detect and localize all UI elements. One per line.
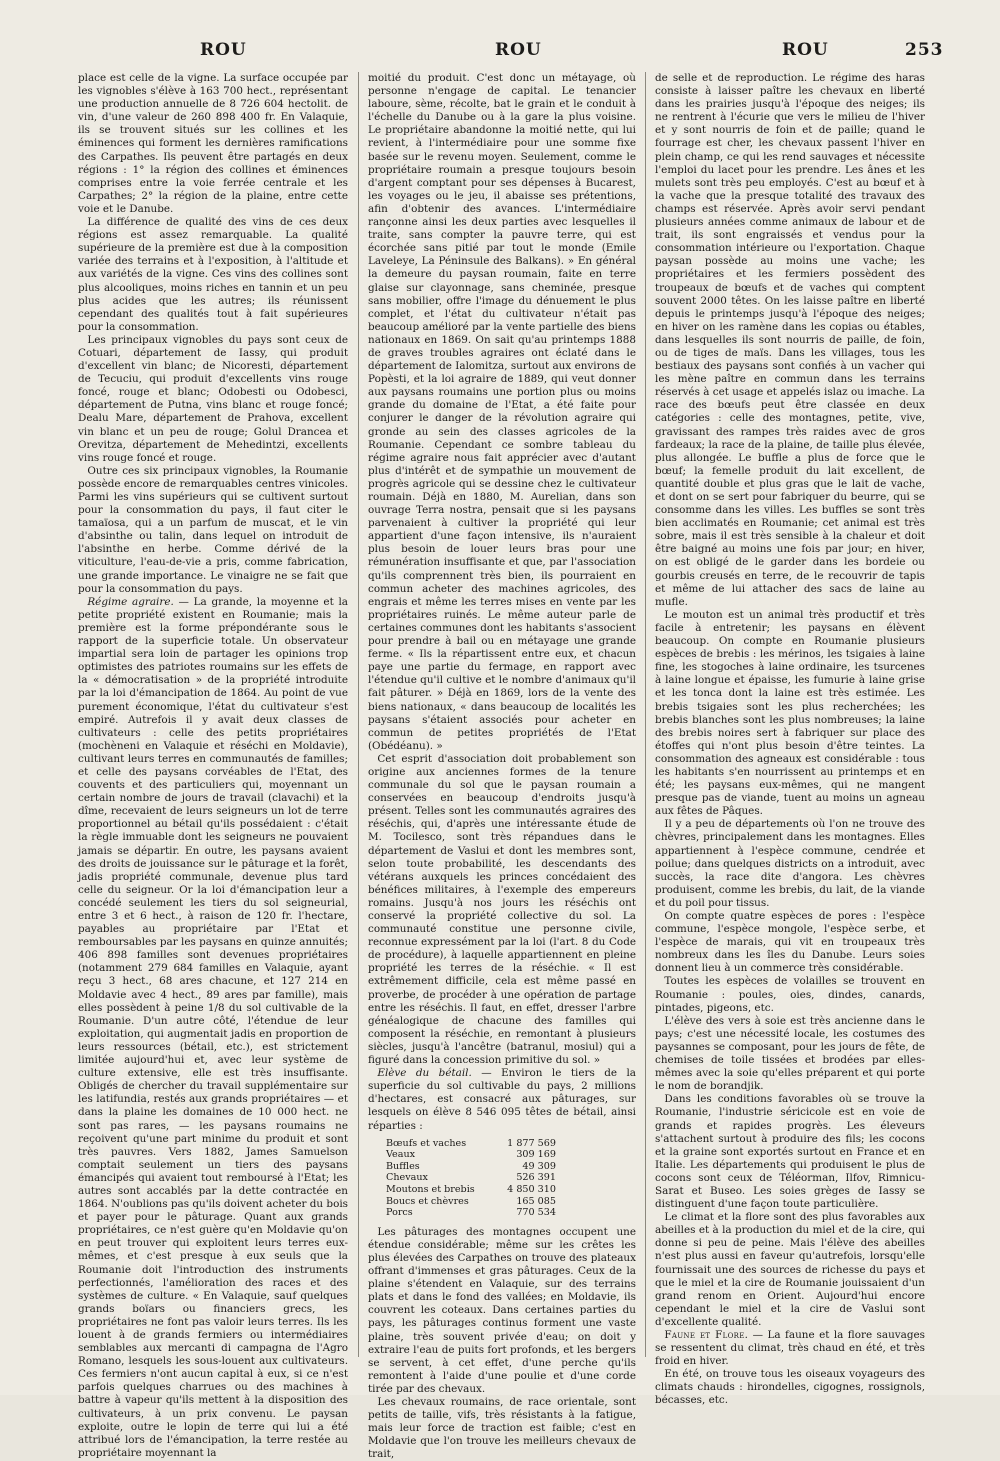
table-row [386,1172,556,1184]
paragraph: En été, on trouve tous les oiseaux voyageurs des climats chauds : hirondelles, cigognes, rossignols, bécasses, etc. [655,1368,925,1407]
paragraph-text: — La faune et la flore sauvages se ressentent du climat, très chaud en été, et très froid en hiver. [655,1329,925,1368]
paragraph-text: — La grande, la moyenne et la petite propriété existent en Roumanie; mais la première est la forme prépondérante sous le rapport de la superficie totale. Un observateur impartial sera loin de partager les opinions trop optimistes des patriotes roumains sur les effets de la « démocratisation » de la propriété introduite par la loi d'émancipation de 1864. Au point de vue purement économique, l'état du cultivateur s'est empiré. Autrefois il y avait deux classes de cultivateurs : celle des petits propriétaires (mochèneni en Valaquie et réséchi en Moldavie), cultivant leurs terres en communautés de familles; et celle des paysans corvéables de l'Etat, des couvents et des particuliers qui, moyennant un certain nombre de jours de travail (clavachi) et la dîme, recevaient de leurs seigneurs un lot de terre proportionnel au bétail qu'ils possédaient : c'était la règle immuable dont les seigneurs ne pouvaient jamais se départir. En outre, les paysans avaient des droits de jouissance sur le pâturage et la forêt, jadis propriété communale, devenue plus tard celle du seigneur. Or la loi d'émancipation leur a concédé seulement les tiers du sol seigneurial, entre 3 et 6 hect., à raison de 120 fr. l'hectare, payables au propriétaire par l'Etat et remboursables par les paysans en quinze annuités; 406 898 familles sont devenues propriétaires (notamment 279 684 familles en Valaquie, ayant reçu 3 hect., 68 ares chacune, et 127 214 en Moldavie avec 4 hect., 89 ares par famille), mais elles possèdent à peine 1/8 du sol cultivable de la Roumanie. D'un autre côté, l'étendue de leur exploitation, qui augmentait jadis en proportion de leurs ressources (bétail, etc.), est strictement limitée aujourd'hui et, avec leur système de culture extensive, elle est très insuffisante. Obligés de chercher du travail supplémentaire sur les latifundia, restés aux grands propriétaires — et dans la plaine les domaines de 10 000 hect. ne sont pas rares, — les paysans roumains ne reçoivent qu'une part minime du produit et sont très pauvres. Vers 1882, James Samuelson comptait seulement un tiers des paysans émancipés qui avaient tout remboursé à l'Etat; les autres sont accablés par la dette contractée en 1864. N'oublions pas qu'ils doivent acheter du bois et payer pour le pâturage. Quant aux grands propriétaires, ce n'est guère qu'en Moldavie qu'on en peut trouver qui exploitent leurs terres eux-mêmes, et c'est presque à eux seuls que la Roumanie doit l'introduction des instruments perfectionnés, l'amélioration des races et des systèmes de culture. « En Valaquie, sauf quelques grands boïars ou financiers grecs, les propriétaires ne font pas valoir leurs terres. Ils les louent à de grands fermiers ou intermédiaires semblables aux mercanti di campagna de l'Agro Romano, lesquels les sous-louent aux cultivateurs. Ces fermiers n'ont aucun capital à eux, si ce n'est parfois quelques charrues ou des machines à battre à vapeur qu'ils mettent à la disposition des cultivateurs, à un prix convenu. Le paysan exploite, outre le lopin de terre qui lui a été attribué lors de l'émancipation, la terre restée au propriétaire moyennant la [78,595,348,1459]
table-row [386,1149,556,1161]
paragraph: Il y a peu de départements où l'on ne trouve des chèvres, principalement dans les montagnes. Elles appartiennent à l'espèce commune, cendrée et poilue; dans quelques districts on a introduit, avec succès, la race dite d'angora. Les chèvres produisent, comme les brebis, du lait, de la viande et du poil pour tissus. [655,818,925,909]
table-cell-value: 526 391 [516,1172,556,1184]
table-cell-value: 165 085 [516,1195,556,1207]
paragraph: Les principaux vignobles du pays sont ceux de Cotuari, département de Iassy, qui produit d'excellent vin blanc; de Nicoresti, département de Tecuciu, qui produit d'excellents vins rouge foncé, rouge et blanc; Odobesti ou Odobesci, département de Putna, vins blanc et rouge foncé; Dealu Mare, département de Prahova, excellent vin blanc et un peu de rouge; Golul Drancea et Orevitza, département de Mehedintzi, excellents vins rouge foncé et rouge. [78,333,348,464]
running-head-right: ROU [782,40,829,60]
table-cell-label: Buffles [386,1160,420,1172]
table-cell-label: Bœufs et vaches [386,1137,467,1149]
text-column-1 [78,72,348,1459]
paragraph: On compte quatre espèces de pores : l'espèce commune, l'espèce mongole, l'espèce serbe, et l'espèce de marais, qui vit en troupeaux très nombreux dans les îles du Danube. Leurs soies donnent lieu à un commerce très considérable. [655,910,925,975]
paragraph: Cet esprit d'association doit probablement son origine aux anciennes formes de la tenure communale du sol que le paysan roumain a conservées en beaucoup d'endroits jusqu'à présent. Telles sont les communautés agraires des réséchis, qui, d'après une intéressante étude de M. Tocilesco, sont très répandues dans le département de Vaslui et dont les membres sont, selon toute probabilité, les descendants des vétérans auxquels les princes concédaient des bénéfices militaires, à l'exemple des empereurs romains. Jusqu'à nos jours les réséchis ont conservé la propriété collective du sol. La communauté constitue une personne civile, reconnue expressément par la loi (l'art. 8 du Code de procédure), à laquelle appartiennent en pleine propriété les terres de la réséchie. « Il est extrêmement difficile, cela est même passé en proverbe, de procéder à une opération de partage entre les réséchis. Il faut, en effet, dresser l'arbre généalogique de chacune des familles qui composent la réséchie, en remontant à plusieurs siècles, jusqu'à l'ancêtre (batranul, mosiul) qui a figuré dans la concession primitive du sol. » [368,752,636,1067]
paragraph: moitié du produit. C'est donc un métayage, où personne n'engage de capital. Le tenancier laboure, sème, récolte, bat le grain et le conduit à l'échelle du Danube ou à la gare la plus voisine. Le propriétaire abandonne la moitié nette, qui lui revient, à l'intermédiaire pour une somme fixe basée sur le revenu moyen. Seulement, comme le propriétaire roumain a presque toujours besoin d'argent comptant pour ses dépenses à Bucarest, les voyages ou le jeu, il abaisse ses prétentions, afin d'obtenir des avances. L'intermédiaire rançonne ainsi les deux parties avec lesquelles il traite, sans compter la pauvre terre, qui est écorchée sans pitié par tout le monde (Emile Laveleye, La Péninsule des Balkans). » En général la demeure du paysan roumain, faite en terre glaise sur clayonnage, sans cheminée, presque sans mobilier, offre l'image du dénuement le plus complet, et l'état du cultivateur n'était pas beaucoup amélioré par la vente partielle des biens nationaux en 1869. On sait qu'au printemps 1888 de graves troubles agraires ont éclaté dans le département de Ialomitza, surtout aux environs de Popèsti, et la loi agraire de 1889, qui veut donner aux paysans roumains une portion plus ou moins grande du domaine de l'Etat, a été faite pour conjurer le danger de la révolution agraire qui gronde au sein des classes agricoles de la Roumanie. Cependant ce sombre tableau du régime agraire nous fait apprécier avec d'autant plus d'intérêt et de sympathie un mouvement de progrès agricole qui se dessine chez le cultivateur roumain. Déjà en 1880, M. Aurelian, dans son ouvrage Terra nostra, pensait que si les paysans parvenaient à cultiver la propriété qui leur appartient d'une façon intensive, ils n'auraient plus besoin de louer leurs bras pour une rémunération insuffisante et que, par l'association qu'ils comprennent très bien, ils pourraient en commun acheter des machines agricoles, des engrais et même les terres mises en vente par les propriétaires ruinés. Le même auteur parle de certaines communes dont les habitants s'associent pour prendre à bail ou en métayage une grande ferme. « Ils la répartissent entre eux, et chacun paye une partie du fermage, en rapport avec l'étendue qu'il cultive et le nombre d'animaux qu'il fait pâturer. » Déjà en 1869, lors de la vente des biens nationaux, « dans beaucoup de localités les paysans s'étaient associés pour acheter en commun de petites propriétés de l'Etat (Obédéanu). » [368,72,636,752]
table-cell-label: Boucs et chèvres [386,1195,469,1207]
table-row [386,1161,556,1173]
text-column-3 [655,72,925,1407]
paragraph: La différence de qualité des vins de ces deux régions est assez remarquable. La qualité supérieure de la première est due à la composition variée des terrains et à l'exposition, à l'altitude et aux variétés de la vigne. Ces vins des collines sont plus alcooliques, moins riches en tannin et un peu plus acides que les autres; ils réunissent cependant des qualités tout à fait supérieures pour la consommation. [78,216,348,333]
section-heading-regime-agraire: Régime agraire. [87,595,174,608]
paragraph: Le climat et la flore sont des plus favorables aux abeilles et à la production du miel et de la cire, qui donne si peu de peine. Mais l'élève des abeilles n'est plus aussi en faveur qu'autrefois, lorsqu'elle fournissait une des sources de richesse du pays et que le miel et la cire de Roumanie jouissaient d'un grand renom en Orient. Aujourd'hui encore cependant le miel et la cire de Vaslui sont d'excellente qualité. [655,1211,925,1328]
paragraph: Les chevaux roumains, de race orientale, sont petits de taille, vifs, très résistants à la fatigue, mais leur force de traction est faible; c'est en Moldavie que l'on trouve les meilleurs chevaux de trait, [368,1395,636,1461]
paragraph-regime-agraire [78,596,348,1460]
table-cell-label: Chevaux [386,1172,428,1184]
paragraph: de selle et de reproduction. Le régime des haras consiste à laisser paître les chevaux en liberté dans les prairies jusqu'à l'époque des neiges; ils ne rentrent à l'écurie que vers le milieu de l'hiver et y sont nourris de foin et de paille; quand le fourrage est cher, les chevaux passent l'hiver en plein champ, ce qui les rend sauvages et nécessite l'emploi du lacet pour les prendre. Les ânes et les mulets sont très peu employés. C'est au bœuf et à la vache que la presque totalité des travaux des champs est réservée. Après avoir servi pendant plusieurs années comme animaux de labour et de trait, ils sont engraissés et vendus pour la consommation intérieure ou l'exportation. Chaque paysan possède au moins une vache; les propriétaires et les fermiers possèdent des troupeaux de bœufs et de vaches qui comptent souvent 2000 têtes. On les laisse paître en liberté depuis le printemps jusqu'à l'époque des neiges; en hiver on les ramène dans les copias ou étables, dans lesquelles ils sont nourris de paille, de foin, ou de tiges de maïs. Dans les villages, tous les bestiaux des paysans sont confiés à un vacher qui les mène paître en commun dans les terrains réservés à cet usage et appelés islaz ou imache. La race des bœufs peut être classée en deux catégories : celle des montagnes, petite, vive, gravissant des rampes très raides avec de gros fardeaux; la race de la plaine, de taille plus élevée, plus allongée. Le buffle a plus de force que le bœuf; la femelle produit du lait excellent, de quantité double et plus gras que le lait de vache, et dont on se sert pour fabriquer du beurre, qui se consomme dans les villes. Les buffles se sont très bien acclimatés en Roumanie; cet animal est très sobre, mais il est très sensible à la chaleur et doit être baigné au moins une fois par jour; en hiver, on est obligé de le garder dans les bordeie ou gourbis creusés en terre, de le recouvrir de tapis et même de lui attacher des sacs de laine au mufle. [655,72,925,608]
table-cell-value: 1 877 569 [507,1137,556,1149]
text-column-2 [368,72,636,1461]
table-cell-value: 4 850 310 [507,1183,556,1195]
paragraph: L'élève des vers à soie est très ancienne dans le pays; c'est une nécessité locale, les costumes des paysannes se composant, pour les jours de fête, de chemises de toile tissées et brodées par elles-mêmes avec la soie qu'elles préparent et qui porte le nom de borandjik. [655,1014,925,1093]
column-rule-1 [358,72,359,1357]
table-row [386,1184,556,1196]
running-head-center: ROU [495,40,542,60]
table-row [386,1138,556,1150]
table-cell-label: Porcs [386,1207,413,1219]
running-head-left: ROU [200,40,247,60]
paragraph: place est celle de la vigne. La surface occupée par les vignobles s'élève à 163 700 hect., représentant une production annuelle de 8 726 604 hectolit. de vin, d'une valeur de 260 898 400 fr. En Valaquie, ils se trouvent situés sur les collines et les éminences qui forment les dernières ramifications des Carpathes. Ils peuvent être partagés en deux régions : 1° la région des collines et éminences comprises entre la voie ferrée centrale et les Carpathes; 2° la région de la plaine, entre cette voie et le Danube. [78,72,348,215]
table-cell-label: Moutons et brebis [386,1183,475,1195]
section-heading-eleve-du-betail: Elève du bétail. [377,1067,472,1080]
table-cell-value: 770 534 [516,1207,556,1219]
table-row [386,1196,556,1208]
table-cell-value: 309 169 [516,1149,556,1161]
paragraph-text: — Environ le tiers de la superficie du sol cultivable du pays, 2 millions d'hectares, est consacré aux pâturages, sur lesquels on élève 8 546 095 têtes de bétail, ainsi réparties : [368,1067,636,1132]
paragraph: Le mouton est un animal très productif et très facile à entretenir; les paysans en élèvent beaucoup. On compte en Roumanie plusieurs espèces de brebis : les mérinos, les tsigaies à laine fine, les stogoches à laine ordinaire, les tsurcenes à laine longue et épaisse, les fumurie à laine grise et les tonca dont la laine est très estimée. Les brebis tsigaies sont les plus recherchées; les brebis blanches sont les plus nombreuses; la laine des brebis noires sert à fabriquer sur place des étoffes qui n'ont plus besoin d'être teintes. La consommation des agneaux est considérable : tous les habitants s'en nourrissent au printemps et en été; les paysans eux-mêmes, qui ne mangent presque pas de viande, tuent au moins un agneau aux fêtes de Pâques. [655,608,925,818]
paragraph: Les pâturages des montagnes occupent une étendue considérable; même sur les crêtes les plus élevées des Carpathes on trouve des plateaux offrant d'immenses et gras pâturages. Ceux de la plaine s'étendent en Valaquie, sur des terrains plats et dans le fond des vallées; en Moldavie, ils couvrent les coteaux. Dans certaines parties du pays, les pâturages continus forment une vaste plaine, très souvent privée d'eau; on doit y extraire l'eau de puits fort profonds, et les bergers se servent, à cet effet, d'une perche qu'ils remontent à l'aide d'une poulie et d'une corde tirée par des chevaux. [368,1225,636,1395]
paragraph-eleve-du-betail [368,1067,636,1132]
table-cell-label: Veaux [386,1149,416,1161]
column-rule-2 [645,72,646,1357]
livestock-table [386,1138,556,1219]
running-head [0,40,1000,70]
page-number: 253 [905,40,944,60]
paragraph-faune-et-flore [655,1329,925,1368]
paragraph: Outre ces six principaux vignobles, la Roumanie possède encore de remarquables centres vinicoles. Parmi les vins supérieurs qui se cultivent surtout pour la consommation du pays, il faut citer le tamaïosa, qui a un parfum de muscat, et le vin d'absinthe ou talin, dans lequel on introduit de l'absinthe en herbe. Comme dérivé de la viticulture, l'eau-de-vie a pris, comme fabrication, une grande importance. Le vinaigre ne se fait que pour la consommation du pays. [78,464,348,595]
table-row [386,1207,556,1219]
paragraph: Dans les conditions favorables où se trouve la Roumanie, l'industrie séricicole est en voie de grands et rapides progrès. Les éleveurs s'attachent surtout à produire des fils; les cocons et la graine sont exportés surtout en France et en Italie. Les départements qui produisent le plus de cocons sont ceux de Téléorman, Ilfov, Rimnicu-Sarat et Buseo. Les soies grèges de Iassy se distinguent d'une façon toute particulière. [655,1093,925,1211]
table-cell-value: 49 309 [522,1160,556,1172]
paragraph: Toutes les espèces de volailles se trouvent en Roumanie : poules, oies, dindes, canards, pintades, pigeons, etc. [655,975,925,1014]
section-heading-faune-et-flore: Faune et Flore. [664,1329,749,1341]
